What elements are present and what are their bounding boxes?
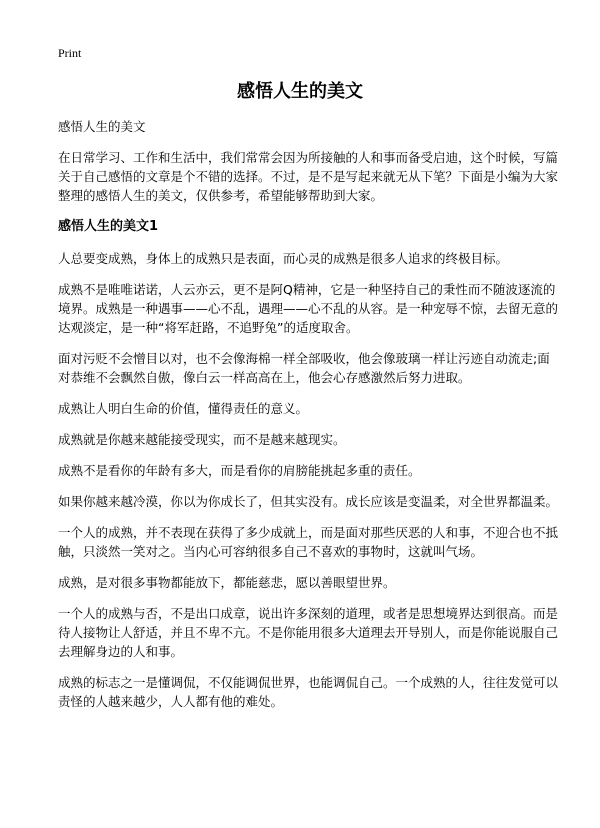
paragraph: 成熟的标志之一是懂调侃，不仅能调侃世界，也能调侃自己。一个成熟的人，往往发觉可以责怪的人越来越少，人人都有他的难处。 [58,675,559,709]
paragraph: 成熟不是唯唯诺诺，人云亦云，更不是阿Q精神，它是一种坚持自己的秉性而不随波逐流的境界。成熟是一种遇事——心不乱，遇理——心不乱的从容。是一种宠辱不惊，去留无意的达观淡定，是一种“将军赶路，不追野兔”的适度取舍。 [58,282,559,335]
paragraph: 成熟就是你越来越能接受现实，而不是越来越现实。 [58,432,346,447]
paragraph: 成熟让人明白生命的价值，懂得责任的意义。 [58,401,309,416]
paragraph: 一个人的成熟与否，不是出口成章，说出许多深刻的道理，或者是思想境界达到很高。而是待人接物让人舒适，并且不卑不亢。不是你能用很多大道理去开导别人，而是你能说服自己去理解身边的人和事。 [58,606,559,659]
paragraph: 如果你越来越冷漠，你以为你成长了，但其实没有。成长应该是变温柔，对全世界都温柔。 [58,494,559,509]
section-heading: 感悟人生的美文1 [58,219,159,234]
intro-paragraph: 在日常学习、工作和生活中，我们常常会因为所接触的人和事而备受启迪，这个时候，写篇关于自己感悟的文章是个不错的选择。不过，是不是写起来就无从下笔？下面是小编为大家整理的感悟人生的美文，仅供参考，希望能够帮助到大家。 [58,150,559,203]
print-link[interactable]: Print [58,46,82,60]
article-body [58,118,558,723]
paragraph: 面对污贬不会憎目以对，也不会像海棉一样全部吸收，他会像玻璃一样让污迹自动流走;面对恭维不会飘然自傲，像白云一样高高在上，他会心存感激然后努力进取。 [58,351,550,385]
paragraph: 一个人的成熟，并不表现在获得了多少成就上，而是面对那些厌恶的人和事，不迎合也不抵触，只淡然一笑对之。当内心可容纳很多自己不喜欢的事物时，这就叫气场。 [58,525,559,559]
article-subtitle: 感悟人生的美文 [58,119,146,134]
article-title: 感悟人生的美文 [237,81,363,102]
paragraph: 成熟不是看你的年龄有多大，而是看你的肩膀能挑起多重的责任。 [58,463,421,478]
paragraph: 人总要变成熟，身体上的成熟只是表面，而心灵的成熟是很多人追求的终极目标。 [58,251,509,266]
paragraph: 成熟，是对很多事物都能放下，都能慈悲，愿以善眼望世界。 [58,575,396,590]
